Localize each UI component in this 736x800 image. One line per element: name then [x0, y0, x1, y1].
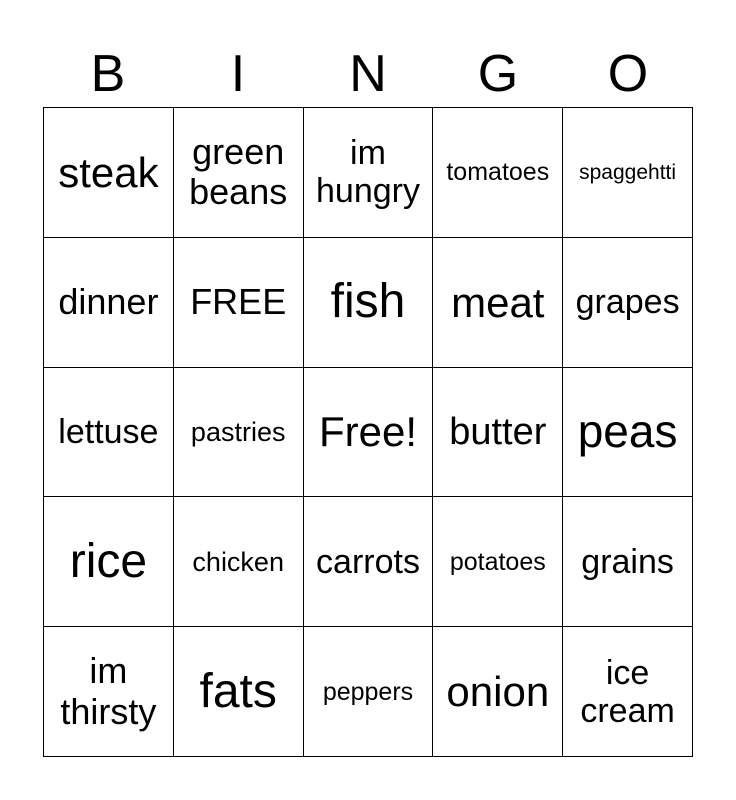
- bingo-cell[interactable]: green beans: [174, 108, 304, 238]
- header-letter-b: B: [90, 45, 126, 103]
- bingo-cell[interactable]: im hungry: [304, 108, 434, 238]
- header-letter-g: G: [477, 45, 519, 103]
- bingo-cell[interactable]: grains: [563, 497, 693, 627]
- bingo-cell[interactable]: ice cream: [563, 627, 693, 757]
- bingo-header: [43, 40, 693, 108]
- bingo-cell[interactable]: im thirsty: [44, 627, 174, 757]
- bingo-cell[interactable]: lettuse: [44, 368, 174, 498]
- bingo-cell[interactable]: FREE: [174, 238, 304, 368]
- bingo-cell[interactable]: fish: [304, 238, 434, 368]
- bingo-cell[interactable]: Free!: [304, 368, 434, 498]
- bingo-cell[interactable]: peppers: [304, 627, 434, 757]
- bingo-cell[interactable]: peas: [563, 368, 693, 498]
- bingo-cell[interactable]: fats: [174, 627, 304, 757]
- bingo-cell[interactable]: butter: [433, 368, 563, 498]
- header-letter-n: N: [349, 45, 387, 103]
- bingo-cell[interactable]: grapes: [563, 238, 693, 368]
- header-letter-o: O: [607, 45, 649, 103]
- bingo-cell[interactable]: potatoes: [433, 497, 563, 627]
- bingo-cell[interactable]: onion: [433, 627, 563, 757]
- header-letter-i: I: [230, 45, 246, 103]
- bingo-card-grid: [43, 107, 693, 757]
- bingo-cell[interactable]: pastries: [174, 368, 304, 498]
- bingo-cell[interactable]: chicken: [174, 497, 304, 627]
- bingo-cell[interactable]: steak: [44, 108, 174, 238]
- bingo-cell[interactable]: carrots: [304, 497, 434, 627]
- bingo-cell[interactable]: meat: [433, 238, 563, 368]
- bingo-cell[interactable]: tomatoes: [433, 108, 563, 238]
- bingo-cell[interactable]: rice: [44, 497, 174, 627]
- bingo-cell[interactable]: dinner: [44, 238, 174, 368]
- bingo-cell[interactable]: spaggehtti: [563, 108, 693, 238]
